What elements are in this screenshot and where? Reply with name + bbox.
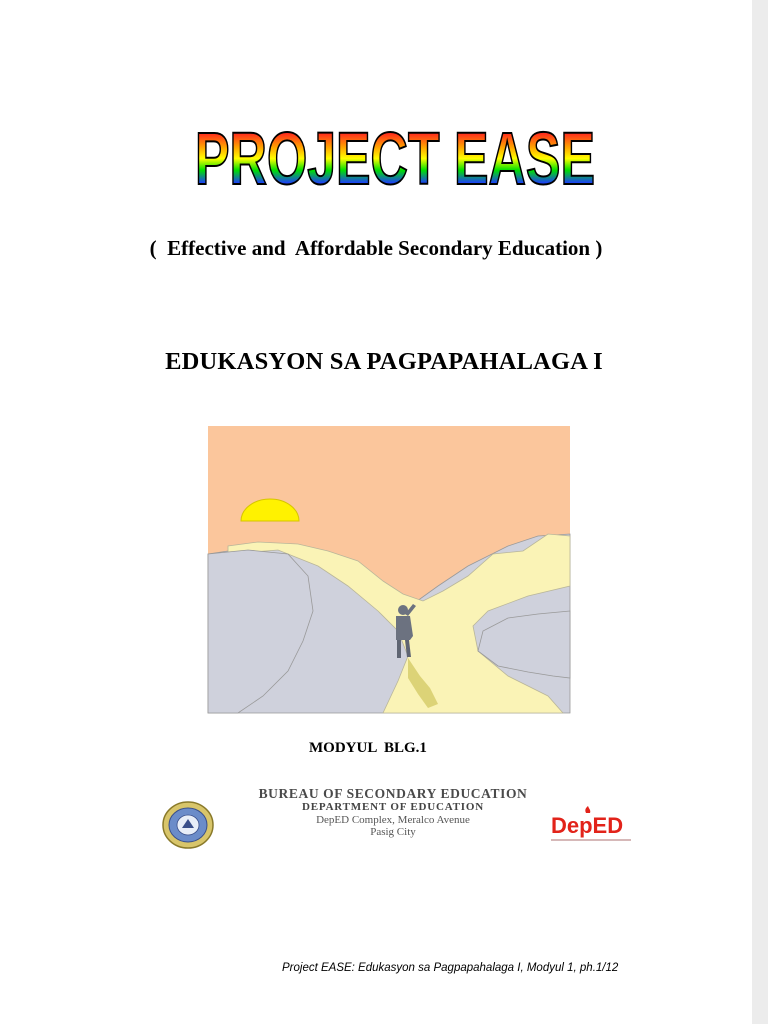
deped-logo xyxy=(549,806,635,846)
torch-flame-icon xyxy=(585,806,590,813)
project-ease-title xyxy=(190,110,600,200)
module-number: MODYUL BLG.1 xyxy=(309,740,427,756)
bureau-seal-icon xyxy=(161,800,215,850)
department-name: DEPARTMENT OF EDUCATION xyxy=(301,801,484,813)
bureau-block xyxy=(228,786,558,838)
subject-heading: EDUKASYON SA PAGPAPAHALAGA I xyxy=(165,348,603,375)
subtitle: ( Effective and Affordable Secondary Education ) xyxy=(149,236,603,260)
deped-logo-text: DepED xyxy=(551,813,624,838)
title-text: PROJECT EASE xyxy=(195,117,595,200)
bureau-name: BUREAU OF SECONDARY EDUCATION xyxy=(258,786,528,801)
viewer-scrollbar[interactable] xyxy=(752,0,768,1024)
page-footer: Project EASE: Edukasyon sa Pagpapahalaga I, Modyul 1, ph.1/12 xyxy=(282,962,619,974)
logo-underline xyxy=(551,839,631,841)
cover-illustration xyxy=(208,426,570,713)
address-line: DepED Complex, Meralco Avenue xyxy=(316,814,470,826)
city-line: Pasig City xyxy=(370,826,416,838)
